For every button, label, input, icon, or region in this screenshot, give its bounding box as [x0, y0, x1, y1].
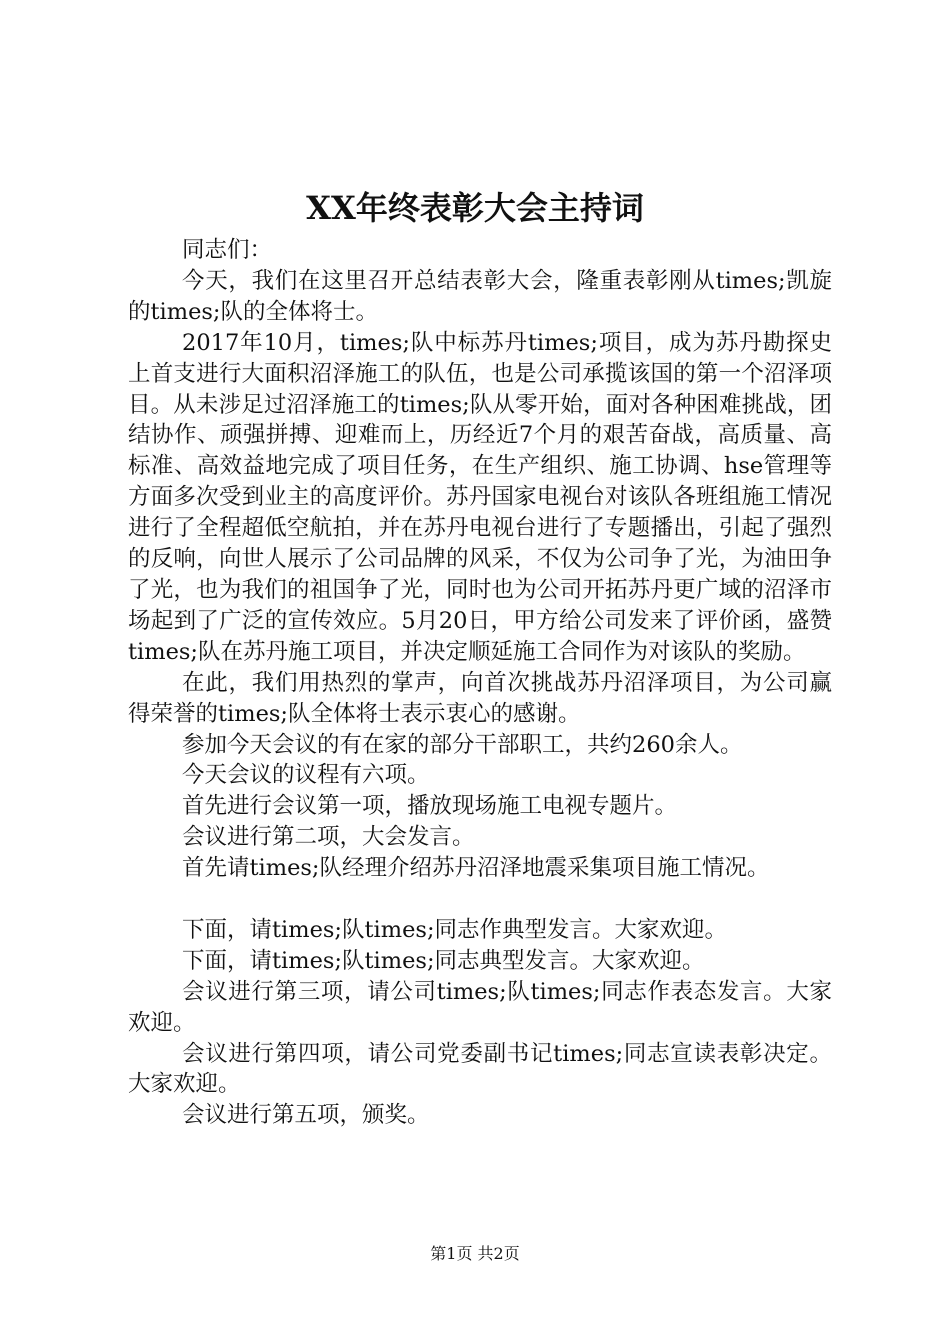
speech-paragraph-2: 下面，请times;队times;同志典型发言。大家欢迎。: [182, 947, 705, 974]
agenda-item-1: 首先进行会议第一项，播放现场施工电视专题片。: [182, 793, 678, 820]
salutation-paragraph: 同志们：: [182, 237, 273, 263]
agenda-item-3: 会议进行第三项，请公司times;队times;同志作表态发言。大家欢迎。: [128, 978, 832, 1036]
background-paragraph: 2017年10月，times;队中标苏丹times;项目，成为苏丹勘探史上首支进行大面积沼泽施工的队伍，也是公司承揽该国的第一个沼泽项目。从未涉足过沼泽施工的times;队从零开始，面对各种困难挑战，团结协作、顽强拼搏、迎难而上，历经近7个月的艰苦奋战，高质量、高标准、高效益地完成了项目任务，在生产组织、施工协调、hse管理等方面多次受到业主的高度评价。苏丹国家电视台对该队各班组施工情况进行了全程超低空航拍，并在苏丹电视台进行了专题播出，引起了强烈的反响，向世人展示了公司品牌的风采，不仅为公司争了光，为油田争了光，也为我们的祖国争了光，同时也为公司开拓苏丹更广域的沼泽市场起到了广泛的宣传效应。5月20日，甲方给公司发来了评价函，盛赞times;队在苏丹施工项目，并决定顺延施工合同作为对该队的奖励。: [128, 329, 832, 665]
agenda-item-4: 会议进行第四项，请公司党委副书记times;同志宣读表彰决定。大家欢迎。: [128, 1040, 832, 1098]
page-footer: 第1页 共2页: [430, 1244, 520, 1263]
document-body: [128, 235, 832, 1131]
blank-line: [128, 884, 832, 915]
opening-paragraph: 今天，我们在这里召开总结表彰大会，隆重表彰刚从times;凯旋的times;队的全体将士。: [128, 267, 832, 325]
agenda-paragraph: 今天会议的议程有六项。: [182, 762, 430, 789]
agenda-item-2-detail: 首先请times;队经理介绍苏丹沼泽地震采集项目施工情况。: [182, 855, 770, 882]
document-title: XX年终表彰大会主持词: [306, 189, 644, 227]
agenda-item-5: 会议进行第五项，颁奖。: [182, 1102, 430, 1129]
attendance-paragraph: 参加今天会议的有在家的部分干部职工，共约260余人。: [182, 731, 743, 758]
speech-paragraph-1: 下面，请times;队times;同志作典型发言。大家欢迎。: [182, 916, 728, 943]
thanks-paragraph: 在此，我们用热烈的掌声，向首次挑战苏丹沼泽项目，为公司赢得荣誉的times;队全体将士表示衷心的感谢。: [128, 669, 832, 727]
agenda-item-2: 会议进行第二项，大会发言。: [182, 824, 475, 851]
